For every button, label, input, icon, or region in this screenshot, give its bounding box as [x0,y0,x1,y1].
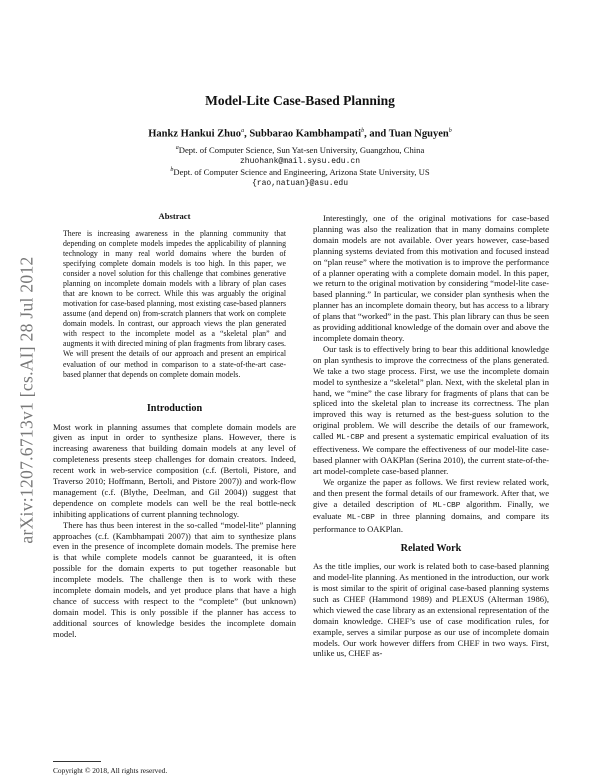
author-mark: a [241,128,245,134]
arxiv-id: arXiv:1207.6713v1 [cs.AI] 28 Jul 2012 [16,256,37,544]
affiliation-text: Dept. of Computer Science and Engineering, Arizona State University, US [173,166,430,177]
intro-paragraph: There has thus been interest in the so-called “model-lite” planning approaches (c.f. (Kambhampati 2007)) that aim to synthesize plans even in the presence of incomplete domain models. The premise here is that while complete models cannot be guaranteed, it is often possible for the domain experts to put together reasonable but incomplete models. The challenge then is to work with these incomplete domain models, and yet produce plans that have a high chance of success with respect to the “complete” (but unknown) domain model. This is only possible if the planner has access to additional sources of knowledge besides the incomplete domain model. [53,519,296,639]
affiliation-mark: a [175,145,179,151]
text-run: in three planning domains, and compare its performance to OAKPlan. [313,511,549,535]
left-column [53,211,296,640]
author-mark: b [361,128,365,134]
author-list: Hankz Hankui Zhuo$^a$, Subbarao Kambhampati$^b$, and Tuan Nguyen$^b$ [148,128,452,140]
text-run: algorithm. Finally, we evaluate [313,498,549,522]
section-heading-introduction: Introduction [146,402,203,414]
text-run: and present a systematic empirical evaluation of its effectiveness. We compare the effectiveness of our model-lite case-based planner with OAKPlan (Serina 2010), the current state-of-the-art model-complete case-based planner. [313,431,549,476]
related-work-paragraph: As the title implies, our work is related both to case-based planning and model-lite planning. As mentioned in the introduction, our work is most similar to the spirit of original case-based planning systems such as CHEF (Hammond 1989) and PLEXUS (Alterman 1986), which viewed the case library as an extensional representation of the domain knowledge. CHEF’s use of case modification rules, for example, serves a similar purpose as our use of incomplete domain models. Our work however differs from CHEF in two ways. First, unlike us, CHEF as- [313,561,549,659]
intro-paragraph: Interestingly, one of the original motivations for case-based planning was also the realization that in many domains complete domain models are not available. Over years however, case-based planning systems deviated from this motivation and focused instead on “plan reuse” where the motivation is to improve the performance of a planner operating with a complete domain model. In this paper, we return to the original motivation by considering “model-lite case-based planning.” In particular, we consider plan synthesis when the planner has an incomplete domain theory, but has access to a library of plans that “worked” in the past. This plan library can thus be seen as providing additional knowledge of the domain over and above the incomplete domain theory. [313,213,549,343]
paper-title: Model-Lite Case-Based Planning [205,93,395,108]
author-name: Subbarao Kambhampati [249,128,362,140]
system-name: ML-CBP [336,434,365,443]
author-mark: b [448,128,452,134]
system-name: ML-CBP [347,514,375,523]
affiliation-mark: b [170,167,174,173]
affiliation-email[interactable]: {rao,natuan}@asu.edu [251,179,348,189]
affiliation-email[interactable]: zhuohank@mail.sysu.edu.cn [239,157,361,167]
abstract-text: There is increasing awareness in the planning community that depending on complete models impedes the applicability of planning technology in many real world domains where the burden of specifying complete domain models is too high. In this paper, we consider a novel solution for this challenge that combines generative planning on incomplete domain models with a library of plan cases that are known to be correct. While this was arguably the original motivation for case-based planning, most existing case-based planners assume (and depend on) from-scratch planners that work on complete domain models. In contrast, our approach views the plan generated with respect to the incomplete model as a “skeletal plan” and augments it with directed mining of plan fragments from library cases. We will present the details of our approach and present an empirical evaluation of our method in comparison to a state-of-the-art case-based planner that depends on complete domain models. [63,228,286,379]
text-run: Our task is to effectively bring to bear this additional knowledge on plan synthesis to improve the correctness of the plans generated. We take a two stage process. First, we use the incomplete domain model to synthesize a “skeletal” plan. Next, with the skeletal plan in hand, we “mine” the case library for fragments of plans that can be spliced into the skeletal plan to increase its correctness. The plan improved this way is returned as the best-guess solution to the original problem. We will describe the details of our framework, called [313,343,549,442]
author-name: Hankz Hankui Zhuo [148,128,242,140]
arxiv-stamp [14,200,40,600]
right-column [313,213,549,659]
affiliation-b [0,165,600,190]
copyright-notice: Copyright © 2018, All rights reserved. [53,766,168,775]
abstract-block [53,211,296,380]
author-separator: , and [364,128,389,140]
footnote-rule [53,761,101,762]
section-heading-related-work: Related Work [400,543,462,555]
intro-paragraph: Most work in planning assumes that complete domain models are given as input in order to synthesize plans. However, there is increasing awareness that building domain models at any level of completeness presents steep challenges for domain creators. Indeed, recent work in web-service composition (c.f. (Bertoli, Pistore, and Traverso 2010; Hoffmann, Bertoli, and Pistore 2007)) and work-flow management (c.f. (Blythe, Deelman, and Gil 2004)) suggest that dependence on complete models can well be the real bottle-neck inhibiting applications of current planning technology. [53,421,296,519]
intro-paragraph [313,477,549,536]
author-name: Tuan Nguyen [388,128,449,140]
affiliation-text: Dept. of Computer Science, Sun Yat-sen University, Guangzhou, China [178,144,425,155]
abstract-heading: Abstract [158,211,191,221]
system-name: ML-CBP [432,501,461,510]
intro-paragraph [313,344,549,477]
text-run: We organize the paper as follows. We first review related work, and then present the formal details of our framework. After that, we give a detailed description of [313,476,549,509]
